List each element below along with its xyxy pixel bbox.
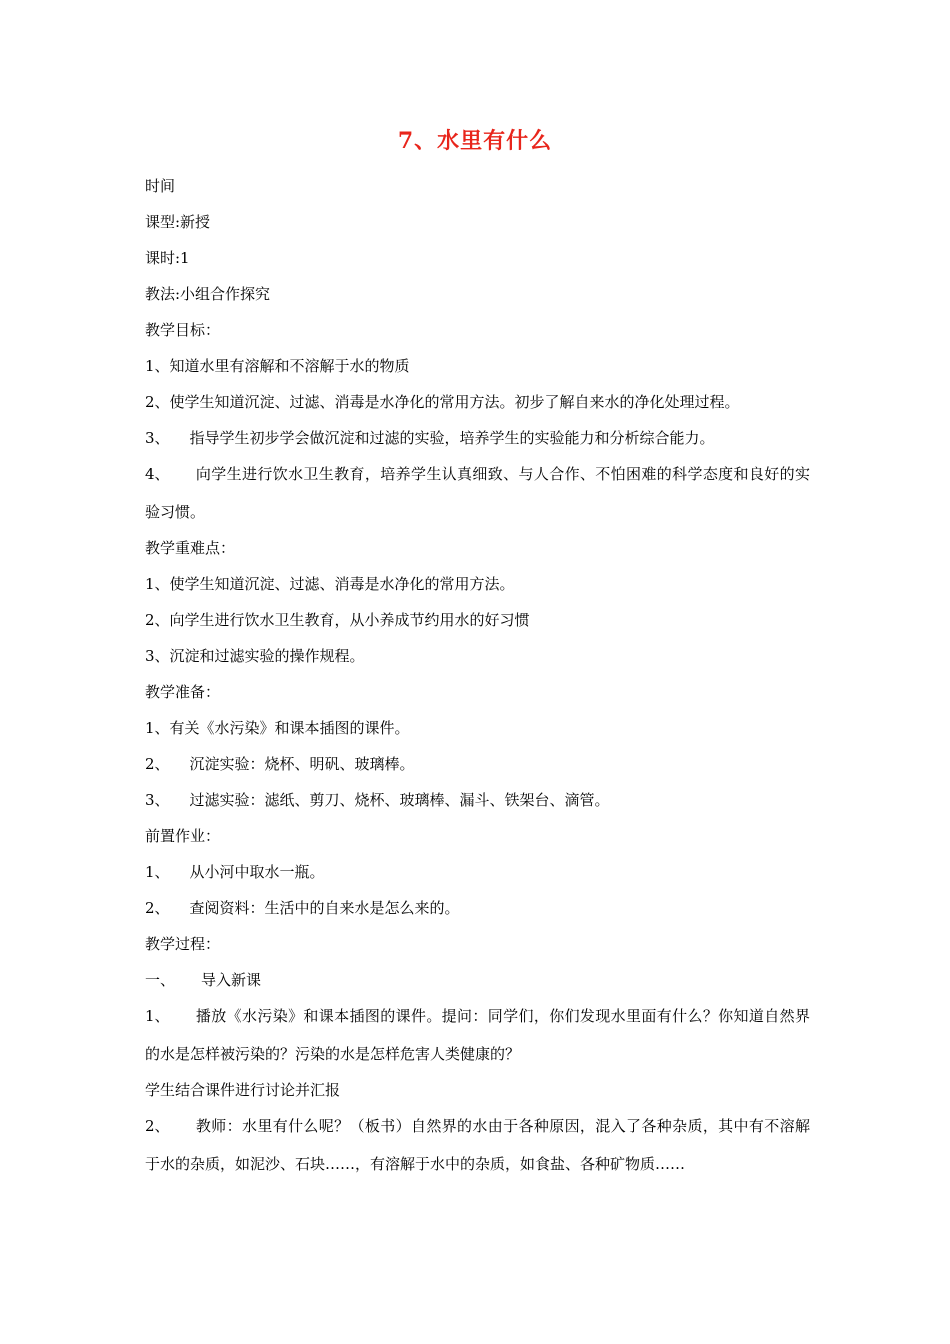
item-text: 教师：水里有什么呢？（板书）自然界的水由于各种原因，混入了各种杂质，其中有不溶解于水的杂质，如泥沙、石块……，有溶解于水中的杂质，如食盐、各种矿物质…… — [145, 1117, 810, 1173]
item-number: 1、 — [145, 863, 170, 881]
item-text: 播放《水污染》和课本插图的课件。提问：同学们，你们发现水里面有什么？你知道自然界的水是怎样被污染的？污染的水是怎样危害人类健康的？ — [145, 1007, 810, 1063]
item-text: 从小河中取水一瓶。 — [189, 863, 325, 881]
preparation-item — [145, 754, 810, 774]
key-point-item: 1、使学生知道沉淀、过滤、消毒是水净化的常用方法。 — [145, 575, 515, 593]
meta-lesson-hours: 课时:1 — [145, 249, 190, 267]
document-body — [145, 176, 810, 1190]
item-number: 4、 — [145, 465, 170, 483]
item-text: 过滤实验：滤纸、剪刀、烧杯、玻璃棒、漏斗、铁架台、滴管。 — [189, 791, 610, 809]
item-text: 指导学生初步学会做沉淀和过滤的实验，培养学生的实验能力和分析综合能力。 — [189, 429, 715, 447]
section-number: 一、 — [145, 971, 176, 989]
document-title: 7、水里有什么 — [397, 128, 553, 154]
objective-item — [145, 455, 810, 531]
item-number: 2、 — [145, 899, 170, 917]
key-point-item: 3、沉淀和过滤实验的操作规程。 — [145, 647, 365, 665]
item-number: 2、 — [145, 1117, 170, 1135]
objective-item: 2、使学生知道沉淀、过滤、消毒是水净化的常用方法。初步了解自来水的净化处理过程。 — [145, 393, 740, 411]
objectives-heading: 教学目标： — [145, 321, 221, 339]
meta-lesson-type: 课型:新授 — [145, 213, 211, 231]
item-number: 3、 — [145, 429, 170, 447]
pre-homework-item — [145, 862, 810, 882]
item-number: 1、 — [145, 1007, 170, 1025]
key-point-item: 2、向学生进行饮水卫生教育，从小养成节约用水的好习惯 — [145, 611, 530, 629]
item-text: 沉淀实验：烧杯、明矾、玻璃棒。 — [189, 755, 415, 773]
objective-item — [145, 428, 810, 448]
pre-homework-heading: 前置作业： — [145, 827, 221, 845]
process-heading: 教学过程： — [145, 935, 221, 953]
preparation-item: 1、有关《水污染》和课本插图的课件。 — [145, 719, 410, 737]
objective-item: 1、知道水里有溶解和不溶解于水的物质 — [145, 357, 410, 375]
item-text: 向学生进行饮水卫生教育，培养学生认真细致、与人合作、不怕困难的科学态度和良好的实验习惯。 — [145, 465, 810, 521]
process-section — [145, 970, 810, 990]
item-number: 3、 — [145, 791, 170, 809]
item-number: 2、 — [145, 755, 170, 773]
pre-homework-item — [145, 898, 810, 918]
process-step — [145, 997, 810, 1073]
key-points-heading: 教学重难点： — [145, 539, 236, 557]
meta-teaching-method: 教法:小组合作探究 — [145, 285, 271, 303]
meta-time: 时间 — [145, 177, 176, 195]
item-text: 查阅资料：生活中的自来水是怎么来的。 — [189, 899, 460, 917]
process-step — [145, 1107, 810, 1183]
preparation-item — [145, 790, 810, 810]
section-title: 导入新课 — [201, 971, 262, 989]
process-report: 学生结合课件进行讨论并汇报 — [145, 1081, 341, 1099]
preparation-heading: 教学准备： — [145, 683, 221, 701]
